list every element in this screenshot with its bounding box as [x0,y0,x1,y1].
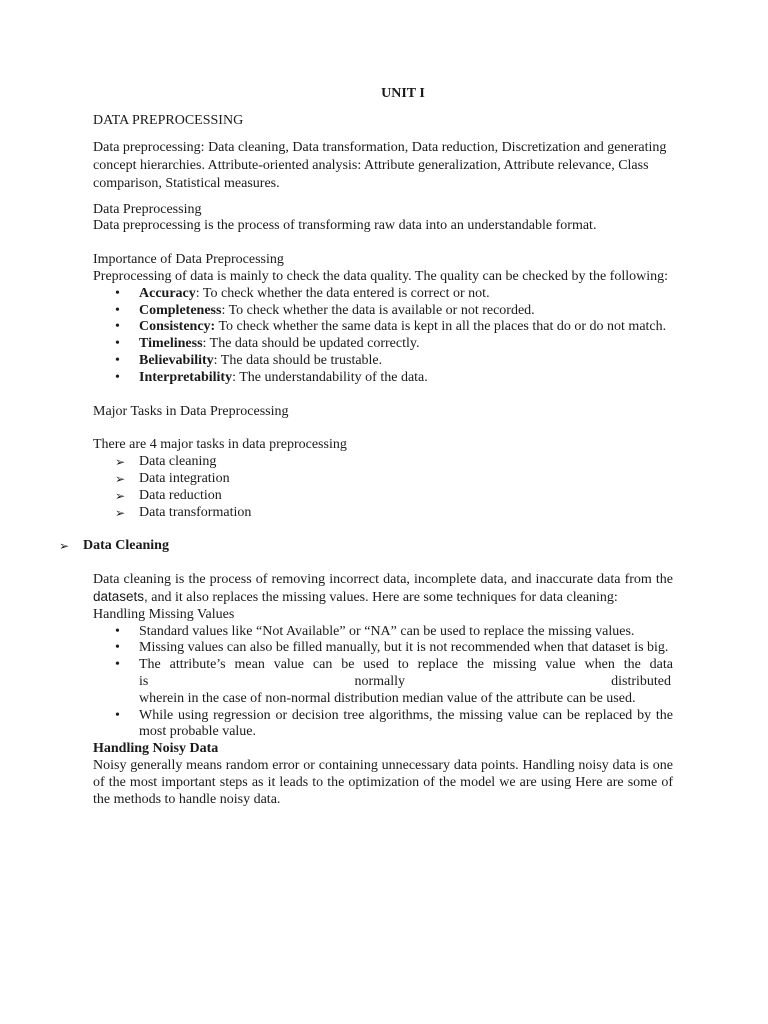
task-item: ➢ Data integration [93,471,673,488]
importance-intro: Preprocessing of data is mainly to check the data quality. The quality can be checked by the following: [93,268,668,284]
quality-term: Interpretability [139,369,233,385]
quality-item [93,353,673,370]
importance-heading: Importance of Data Preprocessing [93,252,284,268]
dp-definition: Data preprocessing is the process of transforming raw data into an understandable format. [93,218,597,234]
cleaning-text-a: Data cleaning is the process of removing incorrect data, incomplete data, and inaccurate data from the [93,572,673,588]
datasets-link[interactable]: datasets, [93,588,148,604]
task-item: ➢ Data cleaning [93,454,673,471]
missing-values-list [93,624,673,742]
quality-desc: : The understandability of the data. [232,369,428,385]
mean-line-2 [139,674,673,691]
noisy-data-paragraph: Noisy generally means random error or containing unnecessary data points. Handling noisy data is one of the most important steps as it leads to the optimization of the model we are using Here are some of the methods to handle noisy data. [93,757,673,807]
mean-rest: wherein in the case of non-normal distribution median value of the attribute can be used. [139,690,636,706]
cleaning-text-b: and it also replaces the missing values. Here are some techniques for data cleaning: [147,589,618,605]
missing-item: • While using regression or decision tree algorithms, the missing value can be replaced by the most probable value. [93,708,673,742]
quality-desc: : The data should be updated correctly. [202,336,420,352]
quality-desc: : The data should be trustable. [213,352,383,368]
quality-item [93,286,673,303]
cleaning-paragraph [93,572,673,607]
quality-item [93,303,673,320]
missing-item [93,657,673,707]
quality-desc: To check whether the same data is kept in all the places that do or do not match. [215,319,667,335]
quality-item [93,336,673,353]
mean-word-distributed: distributed [611,673,671,689]
quality-desc: : To check whether the data is available or not recorded. [221,302,535,318]
quality-term: Completeness [139,302,222,318]
data-cleaning-heading: ➢ Data Cleaning [59,538,673,555]
document-body [83,86,673,808]
mean-word-normally: normally [354,673,405,689]
mean-word-is: is [139,673,149,689]
task-item: ➢ Data reduction [93,488,673,505]
chapter-title: DATA PREPROCESSING [93,112,244,128]
noisy-data-heading: Handling Noisy Data [93,741,219,757]
dp-heading: Data Preprocessing [93,201,202,217]
tasks-intro: There are 4 major tasks in data preprocessing [93,437,347,453]
quality-desc: : To check whether the data entered is correct or not. [195,285,490,301]
quality-term: Timeliness [139,336,203,352]
quality-item [93,319,673,336]
missing-values-heading: Handling Missing Values [93,606,235,622]
mean-line-1: • The attribute’s mean value can be used to replace the missing value when the data [139,657,673,673]
unit-title: UNIT I [381,86,425,101]
tasks-heading: Major Tasks in Data Preprocessing [93,403,289,419]
syllabus-topics: Data preprocessing: Data cleaning, Data transformation, Data reduction, Discretization and generating concept hierarchies. Attribute-oriented analysis: Attribute generalization, Attribute relevance, Class comparison, Statistical measures. [93,139,667,191]
quality-term: Believability [139,352,214,368]
tasks-list [93,454,673,521]
task-item: ➢ Data transformation [93,505,673,522]
quality-term: Consistency: [139,319,216,335]
quality-list [93,286,673,387]
missing-item: • Missing values can also be filled manually, but it is not recommended when that dataset is big. [93,640,673,657]
quality-term: Accuracy [139,285,196,301]
quality-item [93,370,673,387]
missing-item: • Standard values like “Not Available” or “NA” can be used to replace the missing values. [93,624,673,641]
